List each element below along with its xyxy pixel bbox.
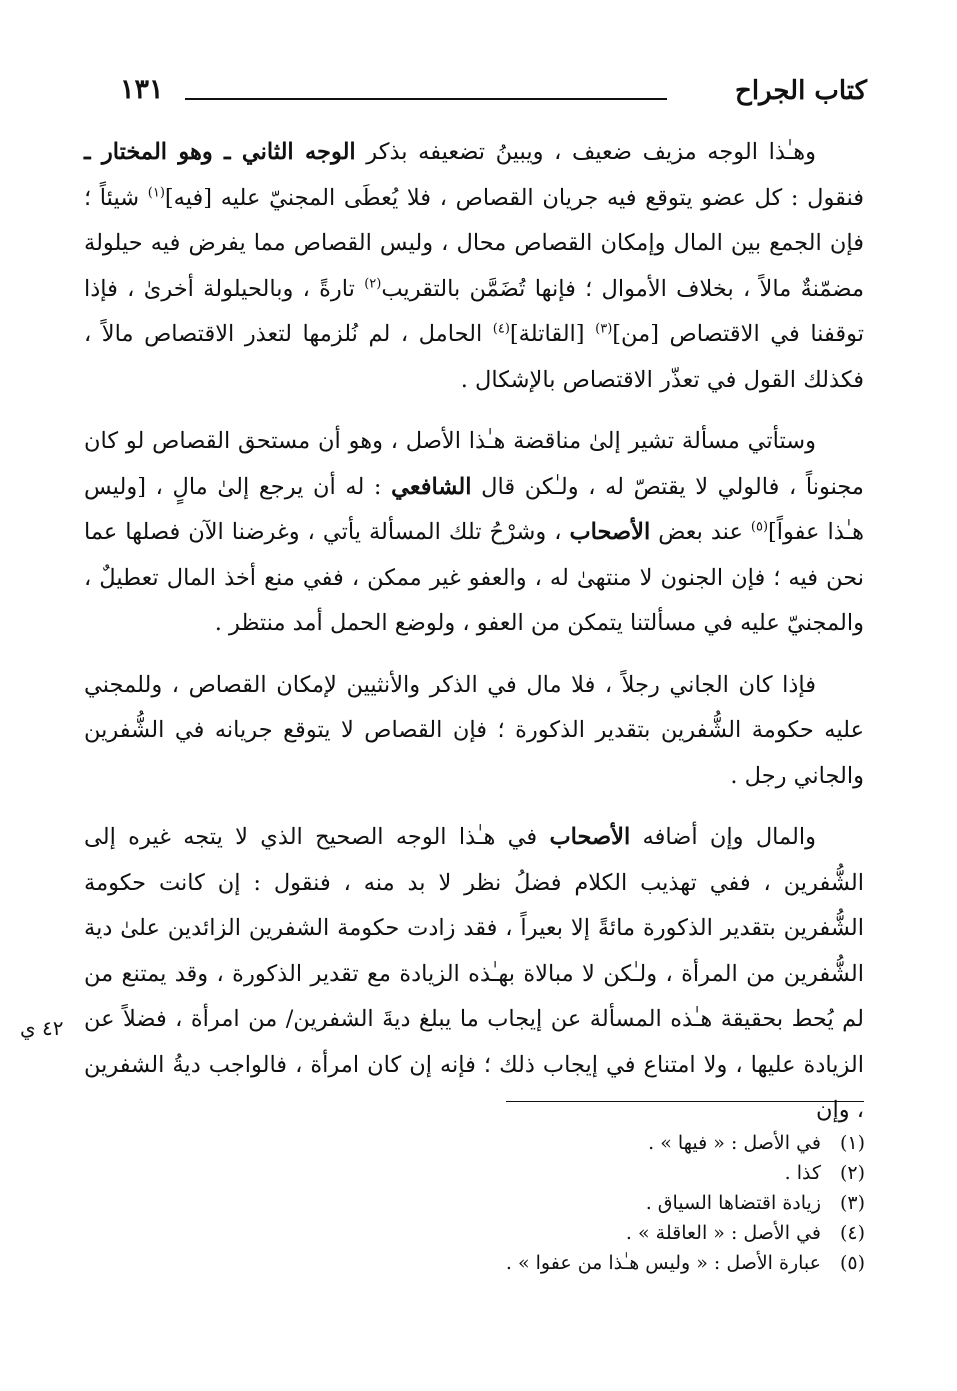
- footnote-ref: (٣): [595, 321, 613, 337]
- footnote-text: عبارة الأصل : « وليس هـٰذا من عفوا » .: [505, 1252, 821, 1274]
- page-number: ١٣١: [120, 74, 164, 105]
- footnote-item: [305, 1128, 865, 1158]
- text-run: وهـٰذا الوجه مزيف ضعيف ، ويبينُ تضعيفه بذكر: [355, 139, 816, 165]
- text-run: [القاتلة]: [509, 321, 596, 347]
- paragraph-3: [84, 663, 864, 800]
- page-header: [120, 70, 867, 114]
- footnote-text: في الأصل : « فيها » .: [648, 1132, 821, 1154]
- text-run: تارةً ، وبالحيلولة أخرىٰ ، فإذا توقفنا في الاقتصاص [من]: [84, 275, 864, 347]
- book-title: كتاب الجراح: [735, 76, 867, 106]
- main-text: [84, 130, 864, 1150]
- manuscript-folio-note: ٤٢ ي: [20, 1016, 64, 1040]
- text-run: فنقول : كل عضو يتوقع فيه جريان القصاص ، فلا يُعطَى المجنيّ عليه [فيه]: [164, 184, 864, 211]
- header-rule: [185, 98, 667, 100]
- paragraph-1: [84, 130, 864, 403]
- text-run: والمال وإن أضافه: [630, 824, 816, 850]
- text-run: الحامل ، لم نُلزمها لتعذر الاقتصاص مالاً ، فكذلك القول في تعذّر الاقتصاص بالإشكال .: [84, 321, 864, 393]
- bold-term: الأصحاب: [549, 824, 631, 850]
- text-run: عند بعض: [650, 519, 751, 545]
- footnote-number: (١): [839, 1132, 865, 1154]
- footnote-ref: (٤): [492, 321, 510, 337]
- footnote-number: (٤): [839, 1222, 865, 1244]
- footnote-number: (٣): [839, 1192, 865, 1214]
- footnote-ref: (٢): [364, 276, 382, 291]
- bold-term: الأصحاب: [569, 519, 651, 545]
- footnote-ref: (٥): [750, 519, 769, 535]
- paragraph-2: [84, 419, 864, 647]
- footnote-text: كذا .: [784, 1162, 821, 1184]
- footnote-item: [305, 1248, 865, 1278]
- footnote-separator: [506, 1101, 864, 1102]
- footnote-item: [305, 1158, 865, 1188]
- footnote-text: في الأصل : « العاقلة » .: [625, 1222, 821, 1244]
- text-run: في هـٰذا الوجه الصحيح الذي لا يتجه غيره إلى الشُّفرين ، ففي تهذيب الكلام فضلُ نظر لا بد منه ، فنقول : إن كانت حكومة الشُّفرين بتقدير الذكورة مائةً إلا بعيراً ، فقد زادت حكومة الشفرين الزائدين علىٰ دية الشُّفرين من المرأة ، ولـٰكن لا مبالاة بهـٰذه الزيادة مع تقدير الذكورة ، وقد يمتنع من لم يُحط بحقيقة هـٰذه المسألة عن إيجاب ما يبلغ ديةَ الشفرين/ من امرأة ، فضلاً عن الزيادة عليها ، ولا امتناع في إيجاب ذلك ؛ فإنه إن كان امرأة ، فالواجب ديةُ الشفرين ، وإن: [84, 824, 864, 1123]
- text-run: ، وشرْحُ تلك المسألة يأتي ، وغرضنا الآن فصلها عما نحن فيه ؛ فإن الجنون لا منتهىٰ له ، والعفو غير ممكن ، ففي منع أخذ المال تعطيلٌ ، والمجنيّ عليه في مسألتنا يتمكن من العفو ، ولوضع الحمل أمد منتظر .: [84, 519, 864, 636]
- bold-term: الشافعي: [391, 473, 472, 500]
- footnote-item: [305, 1218, 865, 1248]
- footnote-number: (٢): [839, 1162, 865, 1184]
- bold-term: الوجه الثاني ـ وهو المختار ـ: [84, 139, 356, 165]
- text-run: وستأتي مسألة تشير إلىٰ مناقضة هـٰذا الأصل ، وهو أن مستحق القصاص لو كان مجنوناً ، فالولي لا يقتصّ له ، ولـٰكن قال: [84, 428, 864, 500]
- footnote-ref: (١): [147, 185, 165, 200]
- text-run: : له أن يرجع إلىٰ مالٍ ، [وليس هـٰذا عفواً]: [84, 473, 864, 545]
- text-run: فإذا كان الجاني رجلاً ، فلا مال في الذكر والأنثيين لإمكان القصاص ، وللمجني عليه حكومة الشُّفرين بتقدير الذكورة ؛ فإن القصاص لا يتوقع جريانه في الشُّفرين والجاني رجل .: [84, 671, 864, 789]
- footnotes-list: [305, 1128, 865, 1278]
- footnote-text: زيادة اقتضاها السياق .: [645, 1192, 821, 1214]
- text-run: شيئاً ؛ فإن الجمع بين المال وإمكان القصاص محال ، وليس القصاص مما يفرض فيه حيلولة مضمّنةٌ مالاً ، بخلاف الأموال ؛ فإنها تُضَمَّن بالتقريب: [84, 184, 864, 302]
- footnote-number: (٥): [839, 1252, 865, 1274]
- paragraph-4: [84, 815, 864, 1134]
- footnote-item: [305, 1188, 865, 1218]
